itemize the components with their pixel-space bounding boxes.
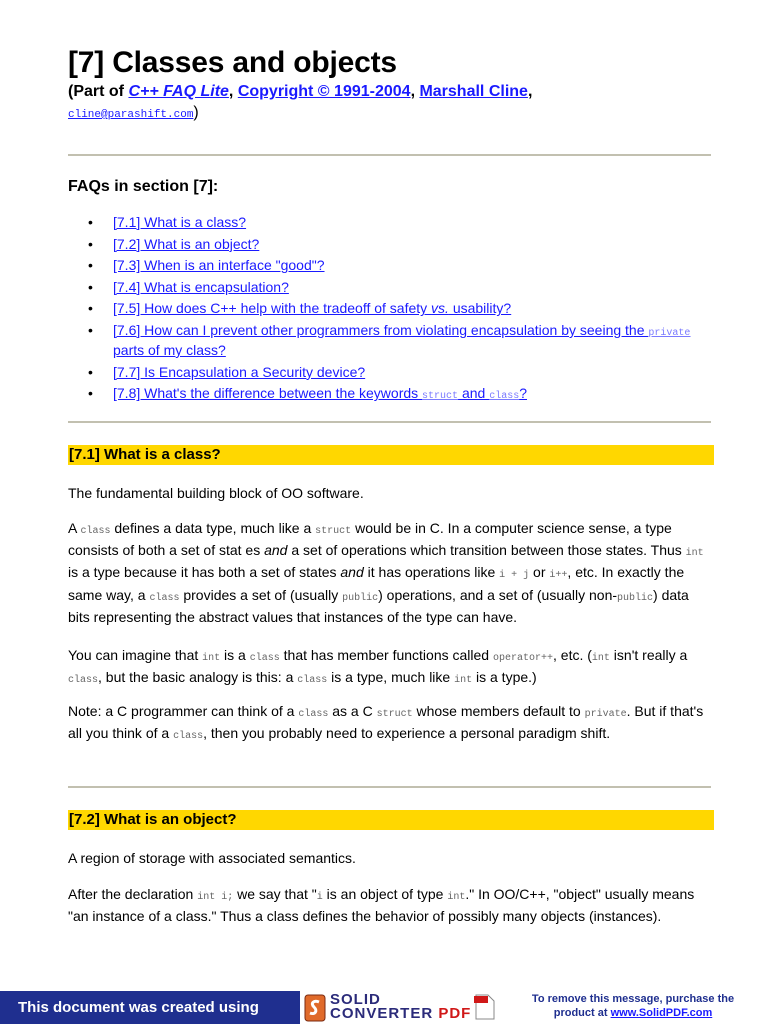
- logo-line: SOLID: [330, 991, 381, 1008]
- solidpdf-link[interactable]: www.SolidPDF.com: [610, 1007, 713, 1019]
- code: class: [173, 731, 204, 743]
- code: i++: [549, 570, 568, 582]
- text: , etc. In exactly the same way, a: [68, 564, 685, 603]
- toc-item: [68, 300, 708, 317]
- link-text: [7.6] How can I prevent other programmers from violating encapsulation by seeing the: [113, 321, 649, 338]
- toc-item: [68, 364, 708, 381]
- paragraph: The fundamental building block of OO software.: [68, 485, 364, 501]
- solid-converter-logo: [302, 993, 502, 1023]
- text: defines a data type, much like a: [110, 520, 316, 536]
- code: int: [447, 892, 466, 903]
- separator: ,: [228, 83, 238, 100]
- text: , etc. (: [553, 647, 592, 663]
- toc-link-7-6[interactable]: [113, 322, 690, 358]
- separator: ,: [527, 83, 533, 100]
- toc-item: [68, 385, 708, 405]
- emphasis: and: [340, 564, 364, 581]
- paragraph: A region of storage with associated semantics.: [68, 850, 356, 866]
- logo-line: [330, 1007, 471, 1021]
- link-text: [7.5] How does C++ help with the tradeoff of safety: [113, 300, 432, 317]
- toc-link-7-8[interactable]: [113, 385, 527, 401]
- watermark-footer: [0, 991, 768, 1024]
- text: is a type.): [472, 669, 537, 686]
- logo-pdf-word: PDF: [438, 1005, 472, 1022]
- text: , but the basic analogy is this: a: [98, 669, 298, 686]
- toc-item: [68, 257, 708, 274]
- code: i: [316, 892, 323, 903]
- paragraph: [68, 885, 714, 925]
- toc-list: [68, 214, 708, 410]
- author-link[interactable]: Marshall Cline: [419, 83, 528, 100]
- closing-paren: ): [193, 104, 199, 121]
- text: Note: a C programmer can think of a: [68, 703, 299, 719]
- logo-word: CONVERTER: [330, 1005, 439, 1022]
- code: struct: [315, 526, 352, 537]
- footer-banner: This document was created using: [0, 991, 300, 1024]
- section-heading-7-1: [68, 445, 714, 465]
- text: ) data bits representing the abstract values that instances of the type can have.: [68, 586, 689, 625]
- text: , then you probably need to experience a personal paradigm shift.: [203, 725, 611, 742]
- separator: ,: [410, 83, 420, 100]
- link-text: [7.8] What's the difference between the keywords: [113, 385, 423, 402]
- copyright-link[interactable]: Copyright © 1991-2004: [237, 83, 411, 100]
- toc-link-7-3[interactable]: [7.3] When is an interface "good"?: [113, 257, 325, 274]
- code: class: [149, 592, 180, 604]
- text: is an object of type: [322, 886, 448, 902]
- logo-wordmark: [330, 993, 471, 1021]
- code: int: [454, 675, 473, 687]
- text: You can imagine that: [68, 647, 203, 663]
- link-text: and: [458, 385, 490, 402]
- text: a set of operations which transition between those states. Thus: [287, 542, 686, 559]
- footer-notice-text: product at: [553, 1007, 611, 1019]
- paragraph: [68, 646, 714, 690]
- text: ) operations, and a set of (usually non-: [378, 586, 618, 603]
- paragraph: [68, 702, 714, 746]
- toc-link-7-4[interactable]: [7.4] What is encapsulation?: [113, 278, 289, 295]
- emphasis: and: [264, 542, 288, 559]
- text: that has member functions called: [279, 647, 493, 663]
- link-emphasis: vs.: [431, 300, 449, 317]
- link-text: parts of my class?: [113, 341, 226, 358]
- code-keyword: private: [648, 327, 691, 339]
- footer-notice: [504, 992, 762, 1020]
- code-keyword: struct: [422, 391, 459, 403]
- section-heading-text: [7.2] What is an object?: [69, 811, 237, 828]
- email-line: [68, 104, 199, 122]
- solid-logo-icon: [304, 994, 328, 1022]
- pdf-document-icon: [474, 993, 496, 1021]
- code: int: [685, 548, 704, 560]
- text: we say that ": [233, 886, 317, 902]
- code: int i;: [197, 892, 234, 903]
- divider: [68, 421, 711, 423]
- code: struct: [376, 709, 413, 720]
- code: class: [68, 675, 99, 687]
- footer-notice-line: To remove this message, purchase the: [531, 993, 735, 1005]
- text: ." In OO/C++, "object" usually means "an instance of a class." Thus a class defines the behavior of possibly many objects (instances).: [68, 886, 695, 925]
- code: class: [80, 526, 111, 537]
- text: is a: [220, 647, 250, 663]
- faq-lite-link[interactable]: C++ FAQ Lite: [128, 83, 229, 100]
- footer-notice-line: [504, 1006, 762, 1020]
- toc-item: [68, 279, 708, 296]
- code: operator++: [492, 653, 553, 664]
- code: int: [202, 653, 221, 664]
- text: is a type because it has both a set of states: [68, 564, 341, 581]
- link-text: usability?: [448, 300, 512, 317]
- text: or: [529, 564, 550, 581]
- page-title: [7] Classes and objects: [68, 46, 397, 79]
- text: After the declaration: [68, 886, 198, 902]
- email-link[interactable]: cline@parashift.com: [68, 109, 194, 121]
- toc-link-7-2[interactable]: [7.2] What is an object?: [113, 235, 260, 252]
- section-heading-7-2: [68, 810, 714, 830]
- text: provides a set of (usually: [179, 586, 343, 603]
- attribution-line: [68, 83, 532, 101]
- toc-link-7-1[interactable]: [7.1] What is a class?: [113, 214, 247, 230]
- text: is a type, much like: [327, 669, 455, 686]
- code: class: [249, 653, 280, 664]
- toc-link-7-7[interactable]: [7.7] Is Encapsulation a Security device?: [113, 363, 366, 380]
- section-heading-text: [7.1] What is a class?: [69, 446, 221, 463]
- text: A: [68, 520, 81, 536]
- code: int: [591, 653, 610, 664]
- text: isn't really a: [609, 647, 688, 663]
- toc-link-7-5[interactable]: [113, 300, 511, 316]
- text: . But if that's all you think of a: [68, 703, 704, 742]
- code: private: [584, 709, 627, 720]
- text: as a C: [328, 703, 377, 719]
- code: public: [342, 592, 379, 604]
- code: i + j: [499, 570, 530, 582]
- text: it has operations like: [363, 564, 500, 581]
- link-text: ?: [519, 385, 528, 402]
- code-keyword: class: [489, 391, 520, 403]
- divider: [68, 154, 711, 156]
- text: would be in C. In a computer science sense, a type consists of both a set of stat es: [68, 520, 672, 559]
- code: class: [297, 675, 328, 687]
- toc-item: [68, 236, 708, 253]
- code: public: [617, 592, 654, 604]
- divider: [68, 786, 711, 788]
- toc-item: [68, 322, 708, 359]
- code: class: [298, 709, 329, 720]
- text: whose members default to: [412, 703, 585, 719]
- toc-item: [68, 214, 708, 231]
- attribution-prefix: (Part of: [68, 83, 129, 100]
- paragraph: [68, 519, 714, 626]
- toc-heading: FAQs in section [7]:: [68, 178, 219, 195]
